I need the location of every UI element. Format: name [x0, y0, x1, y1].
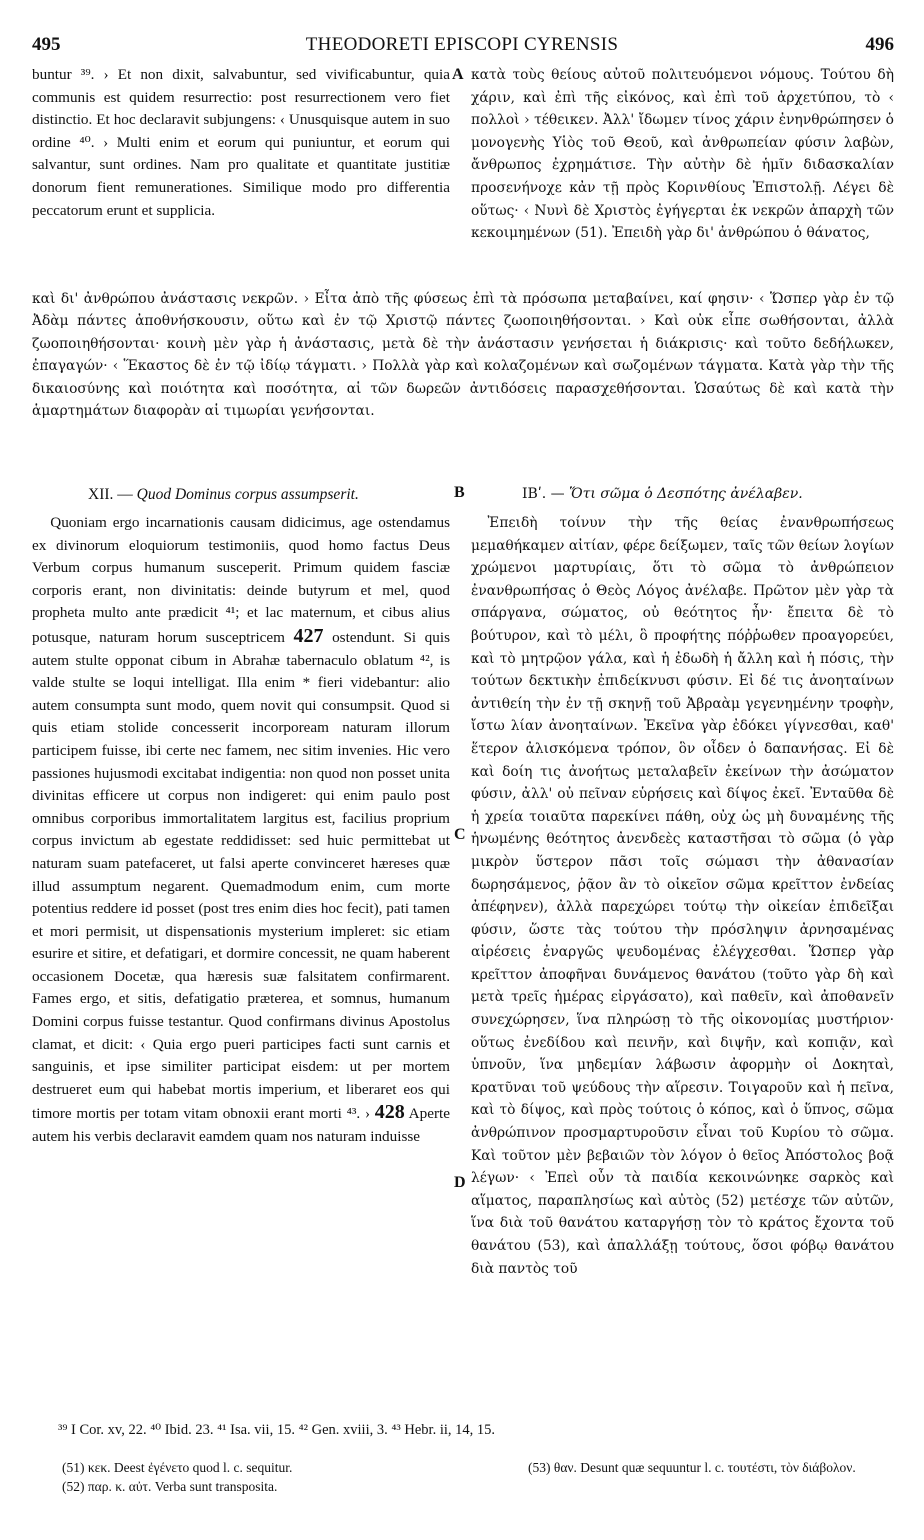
running-title: THEODORETI EPISCOPI CYRENSIS: [305, 34, 619, 55]
critical-note-53: (53) θαν. Desunt quæ sequuntur l. c. τουτέστι, τὸν διάβολον.: [528, 1460, 856, 1475]
page-number-right: 496: [865, 34, 894, 55]
section-title-greek: Ὅτι σῶμα ὁ Δεσπότης ἀνέλαβεν.: [569, 486, 803, 502]
critical-note-51: (51) κεκ. Deest ἐγένετο quod l. c. sequitur.: [62, 1460, 293, 1475]
greek-full-width-paragraph: καὶ δι' ἀνθρώπου ἀνάστασις νεκρῶν. › Εἶτα ἀπὸ τῆς φύσεως ἐπὶ τὰ πρόσωπα μεταβαίνει, καί φησιν· ‹ Ὥσπερ γὰρ ἐν τῷ Ἀδὰμ πάντες ἀποθνήσκουσιν, οὕτω καὶ ἐν τῷ Χριστῷ πάντες ζωοποιηθήσονται. › Καὶ οὐκ εἶπε σωθήσονται, ἀλλὰ ζωοποιηθήσονται· κοινὴ μὲν γὰρ ἡ ἀνάστασις, μετὰ δὲ τὴν ἀνάστασιν γενήσεται ἡ διάκρισις· καὶ τοῦτο δεδήλωκεν, ἐπαγαγών· ‹ Ἕκαστος δὲ ἐν τῷ ἰδίῳ τάγματι. › Πολλὰ γὰρ καὶ κολαζομένων καὶ σωζομένων τάγματα. Κατὰ γὰρ τὴν τῆς δικαιοσύνης καὶ ποιότητα καὶ ποσότητα, αἱ τῶν δωρεῶν ἀντιδόσεις παρασχεθήσονται. Ὡσαύτως δὲ καὶ κατὰ τὴν ἁμαρτημάτων διαφορὰν αἱ τιμωρίαι γενήσονται.: [32, 291, 894, 420]
greek-paragraph-top: κατὰ τοὺς θείους αὐτοῦ πολιτευόμενοι νόμους. Τούτου δὴ χάριν, καὶ ἐπὶ τῆς εἰκόνος, καὶ ἐπὶ τοῦ ἀρχετύπου, τὸ ‹ πολλοὶ › τέθεικεν. Ἀλλ' ἴδωμεν τίνος χάριν ἐνηνθρώπησεν ὁ μονογενὴς Υἱὸς τοῦ Θεοῦ, καὶ ἀνθρωπείαν φύσιν λαβὼν, ἄνθρωπος ἐχρημάτισε. Τὴν αὐτὴν δὲ ἡμῖν διδασκαλίαν προσενήνοχε κἀν τῇ πρὸς Κορινθίους Ἐπιστολῇ. Λέγει δὲ οὕτως· ‹ Νυνὶ δὲ Χριστὸς ἐγήγερται ἐκ νεκρῶν ἀπαρχὴ τῶν κεκοιμημένων (51). Ἐπειδὴ γὰρ δι' ἀνθρώπου ὁ θάνατος,: [471, 67, 894, 242]
latin-text-part-2: ostendunt. Si quis autem stulte opponat cibum in Abrahæ tabernaculo oblatum ⁴², is valde stulte se loqui intelligat. Illa enim * fieri videbantur: alio autem consumpta sunt modo, quem novit qui consumpsit. Quod si quis etiam stolide concesserit incorpoream naturam illorum participem fuisse, ibi certe nec famem, nec sitim invenies. Hic vero passiones hujusmodi excitabat indigentia: non quod non posset unita divinitas efficere ut corpus non indigeret: qui enim paulo post omnibus corporibus immortalitatem largitus est, facilius proprium corpus invictum ab egestate reddidisset: sed huic permittebat ut naturam suam patefaceret, ut falsi aperte convinceret hæreses quæ illud assumptum negarent. Quemadmodum enim, cum morte potentius reddere id posset (post tres enim dies hoc fecit), pati tamen et mori permisit, ut dispensationis mysterium impleret: sic etiam esurire et sitire, et defatigari, et dormire concessit, ne quam haberent occasionem Docetæ, qua hæresis suæ falsitatem confirmarent. Fames ergo, et sitis, defatigatio præterea, et somnus, humanum Domini corpus fuisse testantur. Quod confirmans divinus Apostolus clamat, et dicit: ‹ Quia ergo pueri participes facti sunt carnis et sanguinis, et ipse similiter participat eisdem: ut per mortem destrueret eum qui habebat mortis imperium, et liberaret eos qui timore mortis per totam vitam obnoxii erant morti ⁴³. ›: [32, 628, 450, 1123]
margin-letter-a: A: [452, 66, 464, 83]
critical-note-52: (52) παρ. κ. αὐτ. Verba sunt transposita.: [62, 1479, 278, 1494]
section-number-greek: ΙΒʹ. —: [522, 486, 570, 502]
column-number-427: 427: [293, 624, 324, 647]
greek-column-top: [471, 64, 894, 245]
section-title-latin: Quod Dominus corpus assumpserit.: [136, 486, 359, 503]
critical-notes-right: [528, 1458, 888, 1477]
page: [28, 30, 896, 1510]
critical-notes-left: [62, 1458, 462, 1496]
latin-column-top: [32, 64, 450, 222]
latin-paragraph-top: buntur ³⁹. › Et non dixit, salvabuntur, sed vivificabuntur, quia communis est quidem resurrectio: post resurrectionem vero fiet distinctio. Et hoc declaravit subjungens: ‹ Unusquisque autem in suo ordine ⁴⁰. › Multi enim et eorum qui puniuntur, et eorum qui salvantur, sunt ordines. Nam pro qualitate et quantitate justitiæ donorum fient remunerationes. Similique modo pro differentia peccatorum erunt et supplicia.: [32, 66, 450, 219]
margin-letter-d: D: [454, 1174, 466, 1191]
greek-column-section: [471, 512, 894, 1280]
margin-letter-b: B: [454, 484, 465, 501]
section-number-latin: XII. —: [88, 486, 137, 503]
greek-full-width-block: [32, 288, 894, 422]
page-number-left: 495: [32, 34, 61, 55]
page-header: [28, 30, 896, 60]
column-number-428: 428: [374, 1101, 405, 1124]
latin-paragraph-section: [32, 512, 450, 1149]
latin-text-part-1: Quoniam ergo incarnationis causam didicimus, age ostendamus ex divinorum eloquiorum testimoniis, quod homo factus Deus Verbum corpus humanum susceperit. Primum quidem fasciæ corporis erant, non divinitatis: deinde butyrum et mel, quod propheta multo ante prædicit ⁴¹; et lac maternum, et cibus alius potusque, naturam horum susceptricem: [32, 514, 450, 646]
section-heading-greek: [522, 486, 803, 502]
greek-paragraph-section: Ἐπειδὴ τοίνυν τὴν τῆς θείας ἐνανθρωπήσεως μεμαθήκαμεν αἰτίαν, φέρε δείξωμεν, ταῖς τῶν θείων λογίων χρώμενοι μαρτυρίαις, ὅτι τὸ σῶμα τὸ ἀνθρώπειον ἐνανθρωπήσας ὁ Θεὸς Λόγος ἀνέλαβε. Πρῶτον μὲν γὰρ τὰ σπάργανα, σώματος, οὐ θεότητος ἦν· ἔπειτα δὲ τὸ βούτυρον, καὶ τὸ μέλι, ὃ προφήτης πόῤῥωθεν προαγορεύει, καὶ τὸ μητρῷον γάλα, καὶ ἡ ἐδωδὴ ἡ ἄλλη καὶ ἡ πόσις, τὴν τούτων δεκτικὴν ἐπιδείκνυσι φύσιν. Εἰ δέ τις ἀνοηταίνων ἀντιθείη τὴν ἐν τῇ σκηνῇ τοῦ Ἀβραὰμ γεγενημένην τροφὴν, ἴστω λίαν ἀνοηταίνων. Ἐκεῖνα γὰρ ἐδόκει γίγνεσθαι, καθ' ἕτερον ἀλισκόμενα τρόπον, ὃν οἶδεν ὁ δαπανήσας. Εἰ δὲ καὶ δοίη τις ἀνοήτως μεταλαβεῖν ἐκείνων τὴν ἀσώματον φύσιν, ἀλλ' οὐ πεῖναν εὑρήσεις καὶ δίψος ἐκεῖ. Ἐνταῦθα δὲ ἡ χρεία τοιαῦτα παρεκίνει πάθη, οὐχ ὡς μὴ δυναμένης τῆς ἡνωμένης θεότητος ἀνενδεὲς καταστῆσαι τὸ σῶμα (ὁ γὰρ μικρὸν ὕστερον πᾶσι τοῖς σώμασι τὴν ἀθανασίαν δωρησάμενος, ῥᾷον ἂν τὸ οἰκεῖον σῶμα κρεῖττον ἐνδείας ἀπέφηνεν), ἀλλὰ παρεχώρει τούτῳ τὴν οἰκείαν ἐπιδεῖξαι φύσιν, ὥστε τὰς τούτου τὴν πρόσληψιν ἀρνησαμένας αἱρέσεις ἐναργῶς ψευδομένας ἐλέγχεσθαι. Ὥσπερ γὰρ κρεῖττον ἀποφῆναι δυνάμενος θανάτου (τοῦτο γὰρ δὴ καὶ μετὰ τρεῖς ἡμέρας εἰργάσατο), καὶ παθεῖν, καὶ ἀποθανεῖν συνεχώρησεν, ἵνα πληρώσῃ τὸ τῆς οἰκονομίας μυστήριον· οὕτως ἐνεδίδου καὶ πεινῆν, καὶ διψῆν, καὶ κοπιᾷν, καὶ ὑπνοῦν, ἵνα μηδεμίαν λάβωσιν ἀφορμὴν οἱ Δοκηταὶ, κρατῦναι τοῦ ψεύδους τὴν αἵρεσιν. Τοιγαροῦν καὶ ἡ πεῖνα, καὶ τὸ δίψος, καὶ πρὸς τούτοις ὁ κόπος, καὶ ὁ ὕπνος, σῶμα ἀνθρώπινον προσμαρτυροῦσιν εἶναι τοῦ Κυρίου τὸ σῶμα. Καὶ τοῦτον μὲν βεβαιῶν τὸν λόγον ὁ θεῖος Ἀπόστολος βοᾷ λέγων· ‹ Ἐπεὶ οὖν τὰ παιδία κεκοινώνηκε σαρκὸς καὶ αἵματος, παραπλησίως καὶ αὐτὸς (52) μετέσχε τῶν αὐτῶν, ἵνα διὰ τοῦ θανάτου καταργήσῃ τὸν τὸ κράτος ἔχοντα τοῦ θανάτου (53), καὶ ἀπαλλάξῃ τούτους, ὅσοι φόβῳ θανάτου διὰ παντὸς τοῦ: [471, 515, 894, 1277]
latin-column-section: [32, 512, 450, 1149]
latin-text-part-3: Aperte autem his verbis declaravit eamdem quam nos naturam induisse: [32, 1105, 450, 1146]
margin-letter-c: C: [454, 826, 466, 843]
scripture-footnotes: ³⁹ I Cor. xv, 22. ⁴⁰ Ibid. 23. ⁴¹ Isa. vii, 15. ⁴² Gen. xviii, 3. ⁴³ Hebr. ii, 14, 15.: [58, 1422, 495, 1438]
section-heading-latin: [88, 486, 359, 504]
